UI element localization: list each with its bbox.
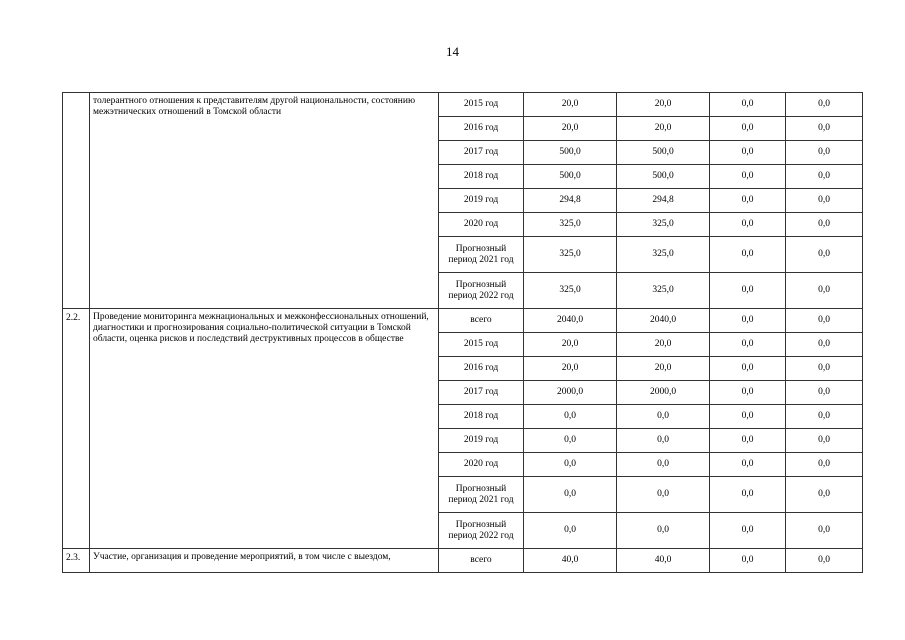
period-cell: 2016 год bbox=[439, 117, 524, 141]
funding-cell: 0,0 bbox=[710, 309, 786, 333]
funding-cell: 0,0 bbox=[786, 381, 863, 405]
funding-cell: 0,0 bbox=[786, 141, 863, 165]
funding-cell: 0,0 bbox=[786, 309, 863, 333]
period-cell: 2020 год bbox=[439, 453, 524, 477]
total-cell: 325,0 bbox=[524, 273, 617, 309]
funding-cell: 0,0 bbox=[786, 513, 863, 549]
funding-cell: 0,0 bbox=[710, 117, 786, 141]
funding-cell: 20,0 bbox=[617, 357, 710, 381]
funding-cell: 0,0 bbox=[617, 429, 710, 453]
funding-cell: 0,0 bbox=[786, 93, 863, 117]
funding-cell: 500,0 bbox=[617, 165, 710, 189]
table-row bbox=[63, 549, 863, 573]
total-cell: 20,0 bbox=[524, 357, 617, 381]
total-cell: 0,0 bbox=[524, 453, 617, 477]
funding-cell: 0,0 bbox=[786, 165, 863, 189]
total-cell: 0,0 bbox=[524, 513, 617, 549]
period-cell: 2015 год bbox=[439, 333, 524, 357]
funding-cell: 0,0 bbox=[710, 93, 786, 117]
funding-cell: 0,0 bbox=[786, 189, 863, 213]
total-cell: 2040,0 bbox=[524, 309, 617, 333]
item-description: толерантного отношения к представителям другой национальности, состоянию межэтнических отношений в Томской области bbox=[90, 93, 439, 309]
period-cell: 2016 год bbox=[439, 357, 524, 381]
funding-cell: 0,0 bbox=[786, 357, 863, 381]
period-cell: Прогнозный период 2022 год bbox=[439, 513, 524, 549]
period-cell: 2018 год bbox=[439, 165, 524, 189]
funding-cell: 0,0 bbox=[710, 141, 786, 165]
total-cell: 20,0 bbox=[524, 333, 617, 357]
total-cell: 20,0 bbox=[524, 117, 617, 141]
total-cell: 0,0 bbox=[524, 429, 617, 453]
page-number: 14 bbox=[446, 44, 459, 59]
funding-cell: 0,0 bbox=[786, 429, 863, 453]
funding-cell: 0,0 bbox=[617, 453, 710, 477]
table-row bbox=[63, 309, 863, 333]
period-cell: Прогнозный период 2022 год bbox=[439, 273, 524, 309]
period-cell: 2020 год bbox=[439, 213, 524, 237]
budget-table bbox=[62, 92, 863, 573]
funding-cell: 0,0 bbox=[710, 357, 786, 381]
item-number: 2.2. bbox=[63, 309, 90, 549]
funding-cell: 20,0 bbox=[617, 333, 710, 357]
funding-cell: 0,0 bbox=[786, 117, 863, 141]
total-cell: 40,0 bbox=[524, 549, 617, 573]
table-row bbox=[63, 93, 863, 117]
total-cell: 2000,0 bbox=[524, 381, 617, 405]
funding-cell: 0,0 bbox=[786, 549, 863, 573]
total-cell: 500,0 bbox=[524, 141, 617, 165]
funding-cell: 0,0 bbox=[710, 213, 786, 237]
period-cell: 2018 год bbox=[439, 405, 524, 429]
item-description: Участие, организация и проведение мероприятий, в том числе с выездом, bbox=[90, 549, 439, 573]
funding-cell: 0,0 bbox=[786, 477, 863, 513]
funding-cell: 0,0 bbox=[786, 453, 863, 477]
funding-cell: 325,0 bbox=[617, 273, 710, 309]
funding-cell: 0,0 bbox=[617, 477, 710, 513]
funding-cell: 500,0 bbox=[617, 141, 710, 165]
period-cell: всего bbox=[439, 549, 524, 573]
funding-cell: 0,0 bbox=[710, 333, 786, 357]
period-cell: 2015 год bbox=[439, 93, 524, 117]
period-cell: 2017 год bbox=[439, 381, 524, 405]
total-cell: 325,0 bbox=[524, 213, 617, 237]
period-cell: всего bbox=[439, 309, 524, 333]
period-cell: 2017 год bbox=[439, 141, 524, 165]
funding-cell: 0,0 bbox=[710, 405, 786, 429]
funding-cell: 0,0 bbox=[710, 429, 786, 453]
funding-cell: 0,0 bbox=[710, 453, 786, 477]
period-cell: Прогнозный период 2021 год bbox=[439, 237, 524, 273]
funding-cell: 2000,0 bbox=[617, 381, 710, 405]
funding-cell: 0,0 bbox=[786, 405, 863, 429]
funding-cell: 325,0 bbox=[617, 213, 710, 237]
total-cell: 20,0 bbox=[524, 93, 617, 117]
funding-cell: 40,0 bbox=[617, 549, 710, 573]
period-cell: 2019 год bbox=[439, 189, 524, 213]
total-cell: 0,0 bbox=[524, 405, 617, 429]
funding-cell: 325,0 bbox=[617, 237, 710, 273]
item-number: 2.3. bbox=[63, 549, 90, 573]
period-cell: Прогнозный период 2021 год bbox=[439, 477, 524, 513]
funding-cell: 0,0 bbox=[710, 189, 786, 213]
funding-cell: 0,0 bbox=[710, 165, 786, 189]
period-cell: 2019 год bbox=[439, 429, 524, 453]
funding-cell: 20,0 bbox=[617, 117, 710, 141]
funding-cell: 2040,0 bbox=[617, 309, 710, 333]
funding-cell: 0,0 bbox=[786, 333, 863, 357]
item-number bbox=[63, 93, 90, 309]
funding-cell: 0,0 bbox=[617, 405, 710, 429]
table-body bbox=[63, 93, 863, 573]
item-description: Проведение мониторинга межнациональных и межконфессиональных отношений, диагностики и прогнозирования социально-политической ситуации в Томской области, оценка рисков и последствий деструктивных процессов в обществе bbox=[90, 309, 439, 549]
funding-cell: 0,0 bbox=[710, 273, 786, 309]
total-cell: 294,8 bbox=[524, 189, 617, 213]
funding-cell: 0,0 bbox=[786, 237, 863, 273]
funding-cell: 0,0 bbox=[710, 549, 786, 573]
funding-cell: 0,0 bbox=[710, 477, 786, 513]
funding-cell: 0,0 bbox=[617, 513, 710, 549]
funding-cell: 294,8 bbox=[617, 189, 710, 213]
total-cell: 500,0 bbox=[524, 165, 617, 189]
funding-cell: 0,0 bbox=[786, 273, 863, 309]
funding-cell: 0,0 bbox=[710, 381, 786, 405]
funding-cell: 0,0 bbox=[710, 513, 786, 549]
funding-cell: 20,0 bbox=[617, 93, 710, 117]
funding-cell: 0,0 bbox=[710, 237, 786, 273]
total-cell: 0,0 bbox=[524, 477, 617, 513]
funding-cell: 0,0 bbox=[786, 213, 863, 237]
total-cell: 325,0 bbox=[524, 237, 617, 273]
